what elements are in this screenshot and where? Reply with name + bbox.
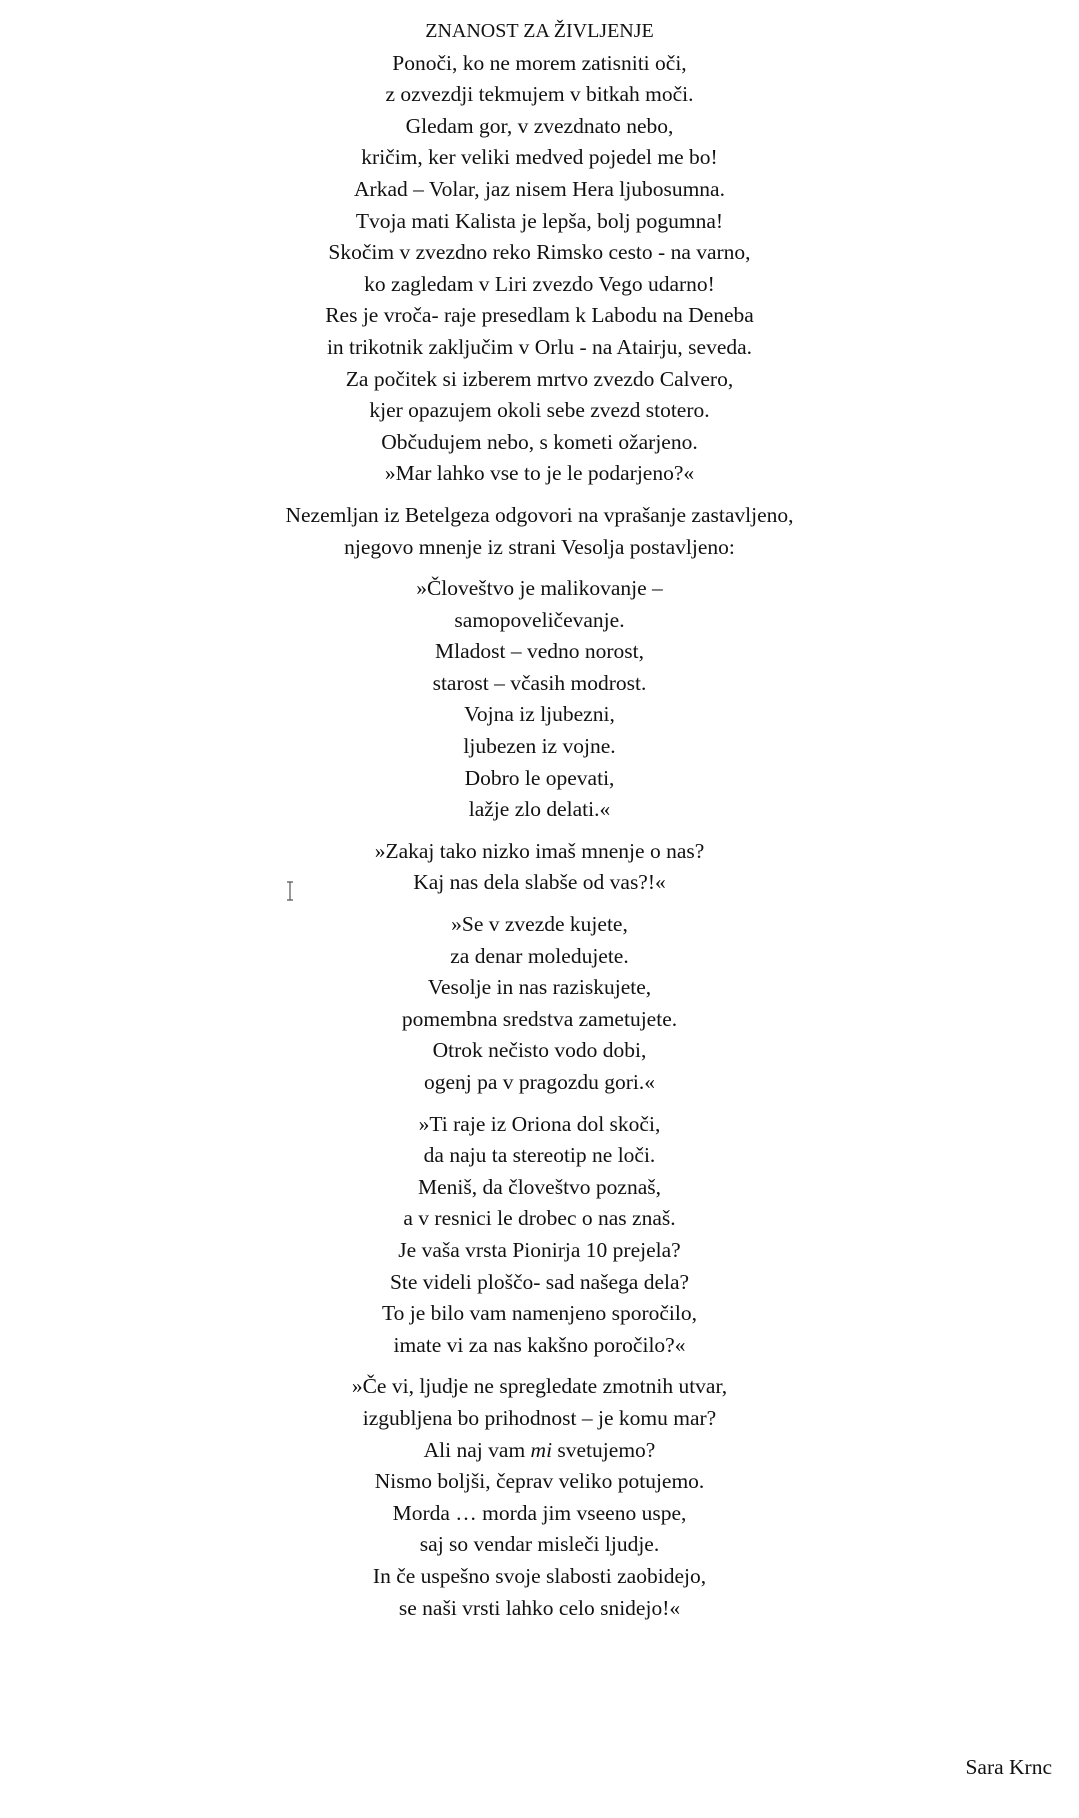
poem-line: kričim, ker veliki medved pojedel me bo! — [361, 145, 718, 170]
poem-line: kjer opazujem okoli sebe zvezd stotero. — [369, 398, 710, 423]
poem-line: Meniš, da človeštvo poznaš, — [417, 1174, 662, 1199]
poem-line: ljubezen iz vojne. — [463, 734, 616, 759]
poem-line: za denar moledujete. — [450, 943, 629, 968]
poem — [0, 16, 1079, 1634]
poem-line: pomembna sredstva zametujete. — [401, 1006, 678, 1031]
poem-line: njegovo mnenje iz strani Vesolja postavljeno: — [344, 534, 735, 559]
poem-line: »Mar lahko vse to je le podarjeno?« — [384, 461, 695, 486]
poem-line: starost – včasih modrost. — [432, 670, 647, 695]
poem-line: Kaj nas dela slabše od vas?!« — [413, 870, 666, 895]
poem-line: Morda … morda jim vseeno uspe, — [392, 1500, 687, 1525]
poem-line: ogenj pa v pragozdu gori.« — [423, 1070, 656, 1094]
poem-line: »Se v zvezde kujete, — [451, 912, 628, 937]
poem-line: se naši vrsti lahko celo snidejo!« — [398, 1595, 681, 1620]
poem-line-with-emphasis — [0, 1435, 1079, 1467]
poem-line: Nismo boljši, čeprav veliko potujemo. — [374, 1469, 705, 1494]
poem-line: z ozvezdji tekmujem v bitkah moči. — [385, 82, 694, 107]
poem-line: Arkad – Volar, jaz nisem Hera ljubosumna. — [354, 176, 725, 201]
poem-line: saj so vendar misleči ljudje. — [419, 1532, 660, 1557]
stanza-1 — [0, 48, 1079, 490]
poem-line: »Zakaj tako nizko imaš mnenje o nas? — [374, 838, 705, 863]
poem-line: Občudujem nebo, s kometi ožarjeno. — [381, 429, 698, 454]
poem-line: »Ti raje iz Oriona dol skoči, — [418, 1111, 661, 1136]
stanza-5 — [0, 909, 1079, 1099]
poem-line: Otrok nečisto vodo dobi, — [432, 1038, 647, 1063]
emphasis-word: mi — [530, 1437, 553, 1462]
poem-line: izgubljena bo prihodnost – je komu mar? — [362, 1405, 717, 1430]
poem-line: Nezemljan iz Betelgeza odgovori na vprašanje zastavljeno, — [285, 502, 794, 527]
poem-line: Res je vroča- raje presedlam k Labodu na Deneba — [325, 303, 754, 328]
poem-line: imate vi za nas kakšno poročilo?« — [393, 1332, 686, 1357]
poem-line: lažje zlo delati.« — [468, 797, 611, 822]
poem-line: »Človeštvo je malikovanje – — [416, 576, 663, 601]
poem-line: samopoveličevanje. — [454, 607, 625, 632]
poem-line: Skočim v zvezdno reko Rimsko cesto - na varno, — [328, 240, 751, 265]
poem-line: Tvoja mati Kalista je lepša, bolj pogumna! — [355, 208, 724, 233]
poem-line: Vesolje in nas raziskujete, — [427, 975, 652, 1000]
poem-line: da naju ta stereotip ne loči. — [423, 1143, 656, 1168]
poem-line: In če uspešno svoje slabosti zaobidejo, — [372, 1563, 707, 1588]
poem-line: in trikotnik zaključim v Orlu - na Atairju, seveda. — [326, 334, 753, 359]
stanza-6 — [0, 1109, 1079, 1362]
poem-line: Vojna iz ljubezni, — [464, 702, 615, 727]
poem-line: Ste videli ploščo- sad našega dela? — [389, 1269, 690, 1294]
stanza-4 — [0, 836, 1079, 899]
poem-line: To je bilo vam namenjeno sporočilo, — [382, 1301, 697, 1326]
author-name: Sara Krnc — [965, 1755, 1052, 1779]
poem-line: Gledam gor, v zvezdnato nebo, — [405, 113, 674, 138]
text-cursor-icon — [285, 881, 295, 901]
poem-line: Mladost – vedno norost, — [434, 639, 645, 664]
line-part: Ali naj vam — [423, 1437, 531, 1462]
stanza-7 — [0, 1371, 1079, 1624]
poem-title: ZNANOST ZA ŽIVLJENJE — [425, 20, 654, 42]
poem-line: Ponoči, ko ne morem zatisniti oči, — [392, 50, 687, 75]
poem-line: Je vaša vrsta Pionirja 10 prejela? — [398, 1237, 681, 1262]
stanza-2 — [0, 500, 1079, 563]
poem-line: a v resnici le drobec o nas znaš. — [403, 1206, 676, 1231]
poem-line: Dobro le opevati, — [464, 765, 615, 790]
poem-line: »Če vi, ljudje ne spregledate zmotnih utvar, — [351, 1374, 728, 1399]
line-part: svetujemo? — [552, 1437, 656, 1462]
poem-line: Za počitek si izberem mrtvo zvezdo Calvero, — [345, 366, 734, 391]
stanza-3 — [0, 573, 1079, 826]
poem-line: ko zagledam v Liri zvezdo Vego udarno! — [364, 271, 715, 296]
